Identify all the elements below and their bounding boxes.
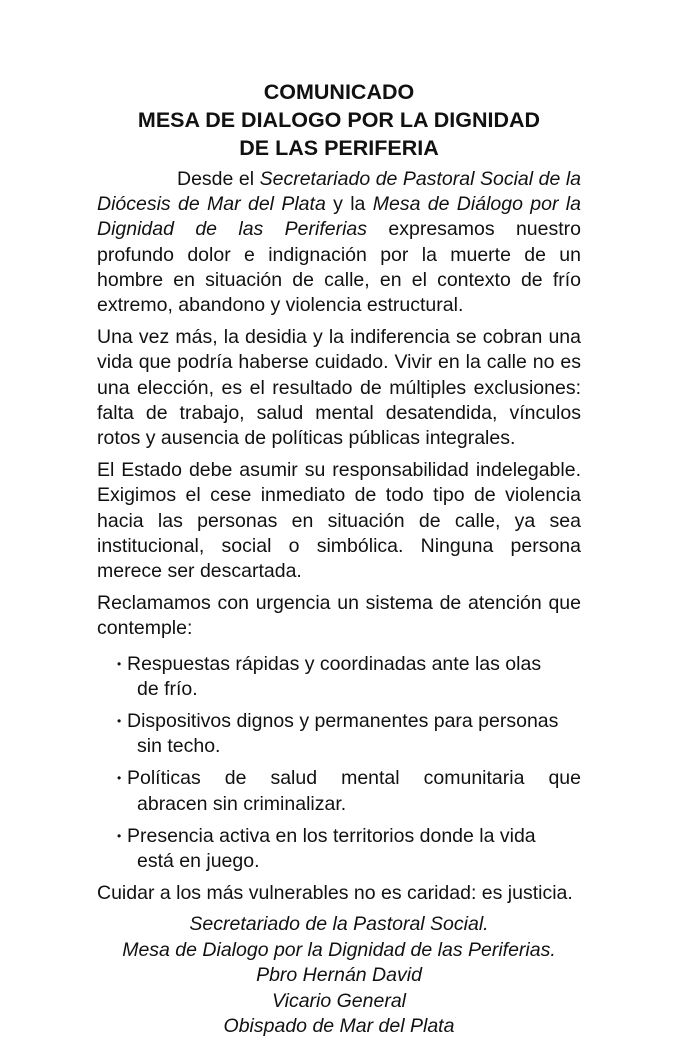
list-item-text-cont: sin techo. [137, 735, 221, 758]
paragraph-cuidar: Cuidar a los más vulnerables no es caridad: es justicia. [97, 882, 573, 905]
title-line-2: MESA DE DIALOGO POR LA DIGNIDAD [137, 108, 541, 132]
signature-line-1: Secretariado de la Pastoral Social. [189, 913, 489, 936]
title-line-3: DE LAS PERIFERIA [239, 136, 439, 160]
intro-text-1: Desde el [177, 168, 260, 190]
list-item-text: Presencia activa en los territorios donde la vida [127, 824, 536, 847]
intro-mesa-dialogo: Mesa de Diálogo por la Dignidad de las Periferias [97, 193, 581, 241]
list-item-text: Políticas de salud mental comunitaria que [127, 767, 581, 790]
list-item [97, 652, 581, 702]
signature-block [97, 912, 581, 1040]
bullet-icon: • [117, 656, 122, 671]
intro-text-2: y la [325, 193, 373, 216]
document-title [97, 78, 581, 162]
paragraph-estado: El Estado debe asumir su responsabilidad indelegable. Exigimos el cese inmediato de todo tipo de violencia hacia las personas en situación de calle, ya sea institucional, social o simbólica. Ninguna persona merece ser descartada. [97, 459, 581, 583]
list-item [97, 709, 581, 759]
title-line-1: COMUNICADO [263, 80, 415, 104]
signature-line-3: Pbro Hernán David [256, 964, 422, 987]
list-item-text-cont: de frío. [137, 677, 198, 700]
list-item [97, 766, 581, 816]
paragraph-desidia: Una vez más, la desidia y la indiferencia se cobran una vida que podría haberse cuidado. Vivir en la calle no es una elección, es el resultado de múltiples exclusiones: falta de trabajo, salud mental desatendida, vínculos rotos y ausencia de políticas públicas integrales. [97, 326, 581, 450]
signature-line-4: Vicario General [271, 989, 407, 1012]
communique-document [97, 78, 581, 1040]
intro-text-3: expresamos nuestro profundo dolor e indignación por la muerte de un hombre en situación de calle, en el contexto de frío extremo, abandono y violencia estructural. [97, 218, 582, 317]
list-item-text: Dispositivos dignos y permanentes para personas [127, 710, 559, 733]
list-item [97, 824, 581, 874]
demands-list [97, 652, 581, 875]
paragraph-intro [97, 167, 581, 318]
paragraph-reclamamos: Reclamamos con urgencia un sistema de atención que contemple: [97, 592, 581, 640]
list-item-text-cont: está en juego. [137, 850, 260, 873]
signature-line-5: Obispado de Mar del Plata [223, 1015, 455, 1038]
bullet-icon: • [117, 828, 122, 843]
list-item-text: Respuestas rápidas y coordinadas ante las olas [127, 652, 542, 675]
intro-secretariado: Secretariado de Pastoral Social de la Diócesis de Mar del Plata [97, 168, 582, 216]
bullet-icon: • [117, 771, 122, 786]
list-item-text-cont: abracen sin criminalizar. [137, 792, 347, 815]
bullet-icon: • [117, 714, 122, 729]
signature-line-2: Mesa de Dialogo por la Dignidad de las Periferias. [122, 938, 556, 961]
